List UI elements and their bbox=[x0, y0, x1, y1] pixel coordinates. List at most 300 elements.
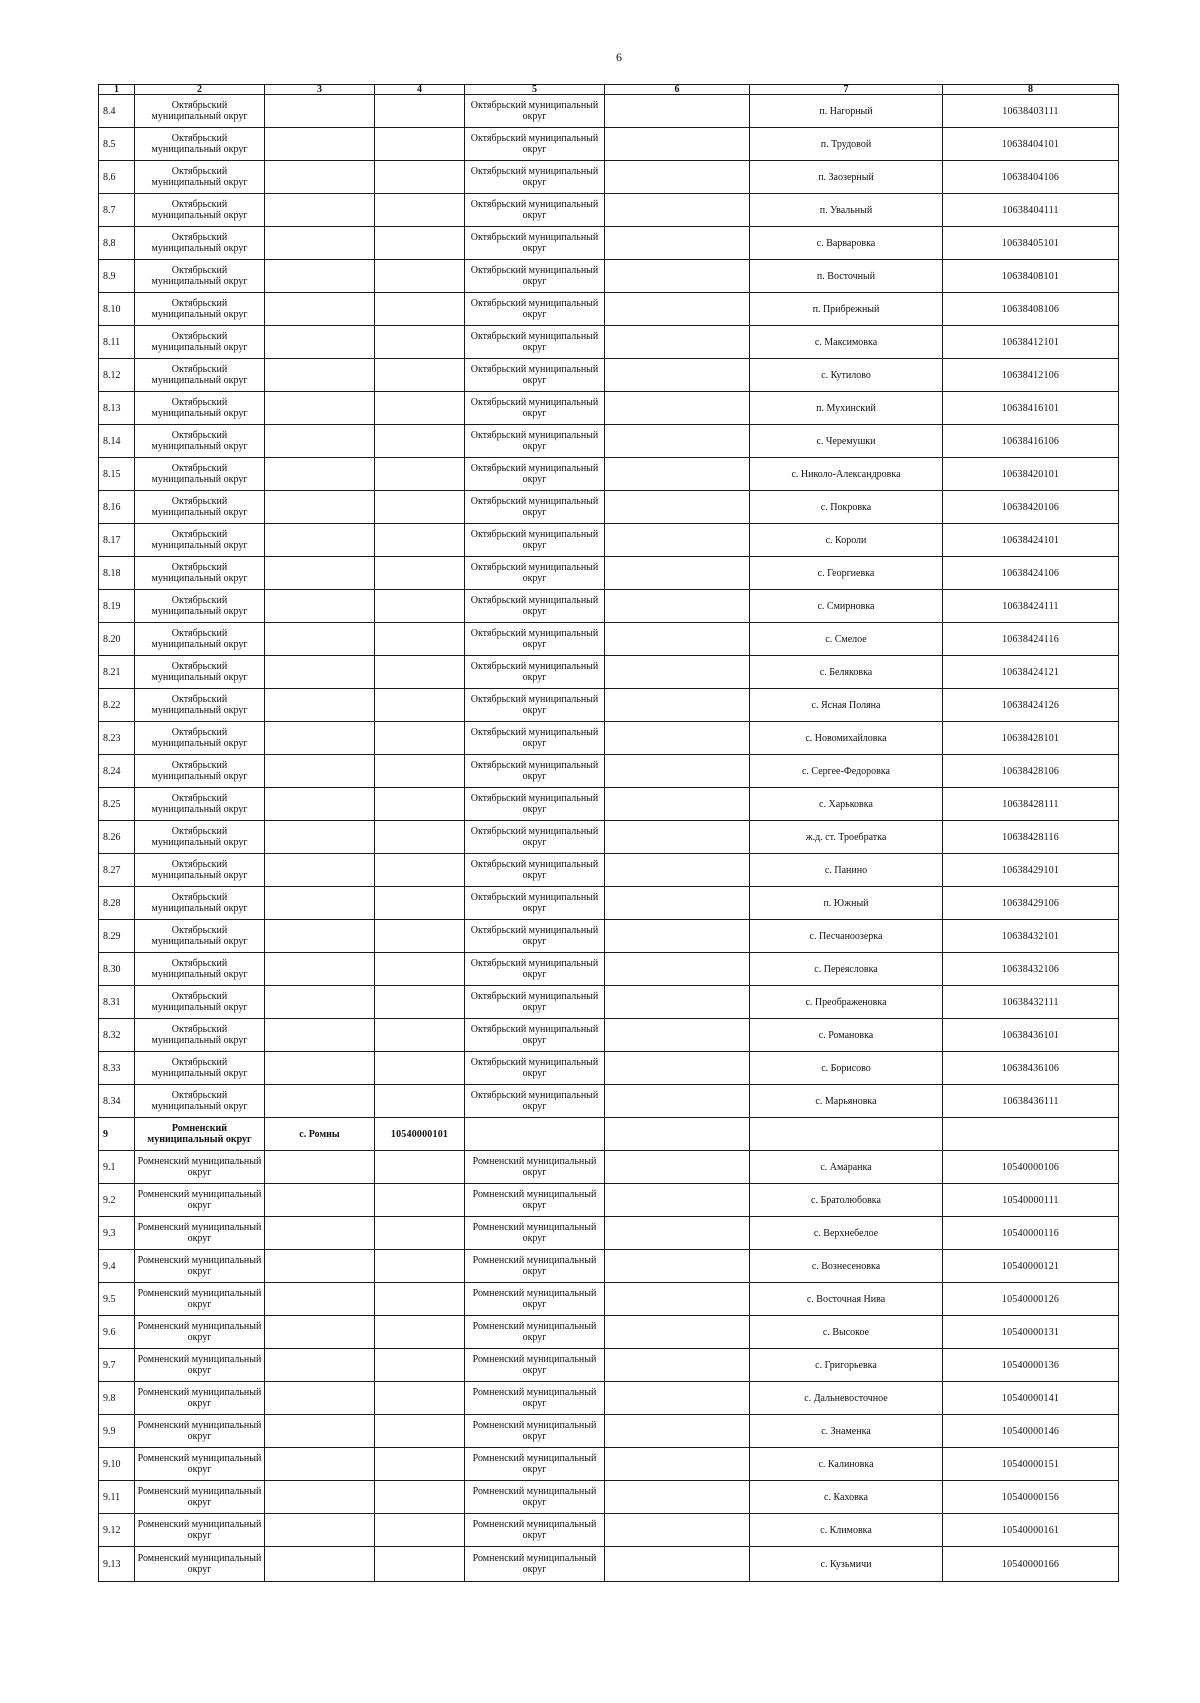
empty-cell bbox=[605, 1217, 750, 1250]
oktmo-code-cell: 10638412101 bbox=[943, 326, 1119, 359]
center-code-cell bbox=[375, 1217, 465, 1250]
admin-center-cell bbox=[265, 854, 375, 887]
district-cell: Ромненский муниципальный округ bbox=[465, 1184, 605, 1217]
center-code-cell bbox=[375, 161, 465, 194]
table-body bbox=[99, 95, 1119, 1582]
center-code-cell bbox=[375, 1481, 465, 1514]
table-row bbox=[99, 1085, 1119, 1118]
table-row bbox=[99, 194, 1119, 227]
district-cell: Октябрьский муниципальный округ bbox=[465, 1085, 605, 1118]
table-row bbox=[99, 953, 1119, 986]
settlement-cell: с. Николо-Александровка bbox=[750, 458, 943, 491]
municipality-cell: Октябрьский муниципальный округ bbox=[135, 1085, 265, 1118]
oktmo-code-cell: 10540000141 bbox=[943, 1382, 1119, 1415]
table-row bbox=[99, 458, 1119, 491]
oktmo-code-cell: 10638436106 bbox=[943, 1052, 1119, 1085]
municipality-cell: Октябрьский муниципальный округ bbox=[135, 689, 265, 722]
settlement-cell: с. Песчаноозерка bbox=[750, 920, 943, 953]
center-code-cell bbox=[375, 1415, 465, 1448]
oktmo-code-cell: 10638412106 bbox=[943, 359, 1119, 392]
column-header: 2 bbox=[135, 85, 265, 95]
center-code-cell bbox=[375, 392, 465, 425]
column-header: 5 bbox=[465, 85, 605, 95]
table-row bbox=[99, 1481, 1119, 1514]
admin-center-cell: с. Ромны bbox=[265, 1118, 375, 1151]
oktmo-code-cell: 10540000146 bbox=[943, 1415, 1119, 1448]
district-cell: Октябрьский муниципальный округ bbox=[465, 359, 605, 392]
settlement-cell: п. Трудовой bbox=[750, 128, 943, 161]
center-code-cell bbox=[375, 722, 465, 755]
empty-cell bbox=[605, 227, 750, 260]
table-header-row bbox=[99, 85, 1119, 95]
empty-cell bbox=[605, 95, 750, 128]
admin-center-cell bbox=[265, 1448, 375, 1481]
admin-center-cell bbox=[265, 887, 375, 920]
empty-cell bbox=[605, 293, 750, 326]
center-code-cell bbox=[375, 1283, 465, 1316]
admin-center-cell bbox=[265, 623, 375, 656]
municipality-cell: Октябрьский муниципальный округ bbox=[135, 359, 265, 392]
admin-center-cell bbox=[265, 1019, 375, 1052]
center-code-cell bbox=[375, 227, 465, 260]
row-number-cell: 8.12 bbox=[99, 359, 135, 392]
empty-cell bbox=[605, 458, 750, 491]
table-row bbox=[99, 854, 1119, 887]
center-code-cell bbox=[375, 1316, 465, 1349]
row-number-cell: 8.21 bbox=[99, 656, 135, 689]
district-cell: Октябрьский муниципальный округ bbox=[465, 194, 605, 227]
row-number-cell: 8.18 bbox=[99, 557, 135, 590]
center-code-cell bbox=[375, 1382, 465, 1415]
district-cell: Октябрьский муниципальный округ bbox=[465, 590, 605, 623]
oktmo-code-cell: 10638420106 bbox=[943, 491, 1119, 524]
district-cell: Ромненский муниципальный округ bbox=[465, 1151, 605, 1184]
table-row bbox=[99, 227, 1119, 260]
settlement-cell: с. Калиновка bbox=[750, 1448, 943, 1481]
table-row bbox=[99, 1349, 1119, 1382]
settlement-cell: с. Варваровка bbox=[750, 227, 943, 260]
center-code-cell bbox=[375, 788, 465, 821]
oktmo-code-cell: 10540000156 bbox=[943, 1481, 1119, 1514]
settlement-cell: с. Братолюбовка bbox=[750, 1184, 943, 1217]
row-number-cell: 8.13 bbox=[99, 392, 135, 425]
district-cell: Октябрьский муниципальный округ bbox=[465, 95, 605, 128]
table-row bbox=[99, 1415, 1119, 1448]
admin-center-cell bbox=[265, 920, 375, 953]
empty-cell bbox=[605, 359, 750, 392]
admin-center-cell bbox=[265, 1250, 375, 1283]
municipality-cell: Октябрьский муниципальный округ bbox=[135, 1052, 265, 1085]
empty-cell bbox=[605, 887, 750, 920]
oktmo-code-cell: 10540000166 bbox=[943, 1547, 1119, 1582]
admin-center-cell bbox=[265, 689, 375, 722]
empty-cell bbox=[605, 1052, 750, 1085]
row-number-cell: 8.10 bbox=[99, 293, 135, 326]
oktmo-code-cell: 10638429106 bbox=[943, 887, 1119, 920]
row-number-cell: 9.11 bbox=[99, 1481, 135, 1514]
admin-center-cell bbox=[265, 1547, 375, 1582]
district-cell: Октябрьский муниципальный округ bbox=[465, 260, 605, 293]
center-code-cell bbox=[375, 953, 465, 986]
row-number-cell: 8.7 bbox=[99, 194, 135, 227]
center-code-cell bbox=[375, 1250, 465, 1283]
district-cell: Октябрьский муниципальный округ bbox=[465, 788, 605, 821]
oktmo-code-cell: 10638416101 bbox=[943, 392, 1119, 425]
table-row bbox=[99, 1184, 1119, 1217]
municipality-cell: Октябрьский муниципальный округ bbox=[135, 194, 265, 227]
table-row bbox=[99, 887, 1119, 920]
municipality-cell: Ромненский муниципальный округ bbox=[135, 1184, 265, 1217]
empty-cell bbox=[605, 194, 750, 227]
row-number-cell: 8.8 bbox=[99, 227, 135, 260]
district-cell: Октябрьский муниципальный округ bbox=[465, 425, 605, 458]
row-number-cell: 8.32 bbox=[99, 1019, 135, 1052]
settlement-cell: с. Восточная Нива bbox=[750, 1283, 943, 1316]
municipality-cell: Октябрьский муниципальный округ bbox=[135, 524, 265, 557]
district-cell: Октябрьский муниципальный округ bbox=[465, 557, 605, 590]
oktmo-code-cell: 10540000161 bbox=[943, 1514, 1119, 1547]
row-number-cell: 8.6 bbox=[99, 161, 135, 194]
oktmo-code-cell: 10638403111 bbox=[943, 95, 1119, 128]
admin-center-cell bbox=[265, 1283, 375, 1316]
settlement-cell: с. Высокое bbox=[750, 1316, 943, 1349]
oktmo-code-cell: 10638432111 bbox=[943, 986, 1119, 1019]
table-row bbox=[99, 1316, 1119, 1349]
center-code-cell bbox=[375, 557, 465, 590]
row-number-cell: 9.9 bbox=[99, 1415, 135, 1448]
table-row bbox=[99, 260, 1119, 293]
center-code-cell bbox=[375, 1448, 465, 1481]
table-row bbox=[99, 722, 1119, 755]
column-header: 3 bbox=[265, 85, 375, 95]
admin-center-cell bbox=[265, 1382, 375, 1415]
settlement-cell: с. Харьковка bbox=[750, 788, 943, 821]
admin-center-cell bbox=[265, 557, 375, 590]
table-row bbox=[99, 425, 1119, 458]
settlement-cell: с. Покровка bbox=[750, 491, 943, 524]
column-header: 8 bbox=[943, 85, 1119, 95]
settlement-cell: с. Кузьмичи bbox=[750, 1547, 943, 1582]
center-code-cell bbox=[375, 524, 465, 557]
municipality-cell: Октябрьский муниципальный округ bbox=[135, 986, 265, 1019]
row-number-cell: 9.4 bbox=[99, 1250, 135, 1283]
district-cell: Октябрьский муниципальный округ bbox=[465, 722, 605, 755]
district-cell: Октябрьский муниципальный округ bbox=[465, 689, 605, 722]
oktmo-code-cell: 10638428106 bbox=[943, 755, 1119, 788]
center-code-cell bbox=[375, 590, 465, 623]
municipality-cell: Октябрьский муниципальный округ bbox=[135, 755, 265, 788]
municipality-cell: Октябрьский муниципальный округ bbox=[135, 821, 265, 854]
district-cell: Октябрьский муниципальный округ bbox=[465, 128, 605, 161]
empty-cell bbox=[605, 1019, 750, 1052]
municipality-cell: Ромненский муниципальный округ bbox=[135, 1316, 265, 1349]
admin-center-cell bbox=[265, 491, 375, 524]
district-cell bbox=[465, 1118, 605, 1151]
district-cell: Октябрьский муниципальный округ bbox=[465, 491, 605, 524]
page-number: 6 bbox=[616, 50, 622, 64]
district-cell: Ромненский муниципальный округ bbox=[465, 1316, 605, 1349]
empty-cell bbox=[605, 1349, 750, 1382]
column-header: 4 bbox=[375, 85, 465, 95]
admin-center-cell bbox=[265, 1184, 375, 1217]
oktmo-code-cell bbox=[943, 1118, 1119, 1151]
district-cell: Ромненский муниципальный округ bbox=[465, 1217, 605, 1250]
table-row bbox=[99, 920, 1119, 953]
admin-center-cell bbox=[265, 1151, 375, 1184]
admin-center-cell bbox=[265, 359, 375, 392]
empty-cell bbox=[605, 161, 750, 194]
settlements-table bbox=[98, 84, 1119, 1582]
settlement-cell: с. Знаменка bbox=[750, 1415, 943, 1448]
table-row bbox=[99, 1514, 1119, 1547]
table-row bbox=[99, 986, 1119, 1019]
oktmo-code-cell: 10638404106 bbox=[943, 161, 1119, 194]
row-number-cell: 9.5 bbox=[99, 1283, 135, 1316]
oktmo-code-cell: 10638428116 bbox=[943, 821, 1119, 854]
settlement-cell: с. Короли bbox=[750, 524, 943, 557]
settlement-cell: с. Максимовка bbox=[750, 326, 943, 359]
settlement-cell: с. Ясная Поляна bbox=[750, 689, 943, 722]
empty-cell bbox=[605, 953, 750, 986]
center-code-cell bbox=[375, 1184, 465, 1217]
empty-cell bbox=[605, 1316, 750, 1349]
oktmo-code-cell: 10638408101 bbox=[943, 260, 1119, 293]
admin-center-cell bbox=[265, 161, 375, 194]
row-number-cell: 8.17 bbox=[99, 524, 135, 557]
district-cell: Октябрьский муниципальный округ bbox=[465, 392, 605, 425]
row-number-cell: 9.1 bbox=[99, 1151, 135, 1184]
oktmo-code-cell: 10638405101 bbox=[943, 227, 1119, 260]
table-row bbox=[99, 755, 1119, 788]
column-header: 6 bbox=[605, 85, 750, 95]
settlement-cell: с. Сергее-Федоровка bbox=[750, 755, 943, 788]
row-number-cell: 8.28 bbox=[99, 887, 135, 920]
municipality-cell: Октябрьский муниципальный округ bbox=[135, 491, 265, 524]
row-number-cell: 8.30 bbox=[99, 953, 135, 986]
municipality-cell: Октябрьский муниципальный округ bbox=[135, 656, 265, 689]
oktmo-code-cell: 10638424106 bbox=[943, 557, 1119, 590]
oktmo-code-cell: 10638432106 bbox=[943, 953, 1119, 986]
settlement-cell: с. Панино bbox=[750, 854, 943, 887]
municipality-cell: Октябрьский муниципальный округ bbox=[135, 95, 265, 128]
settlement-cell: с. Кутилово bbox=[750, 359, 943, 392]
district-cell: Ромненский муниципальный округ bbox=[465, 1514, 605, 1547]
row-number-cell: 8.20 bbox=[99, 623, 135, 656]
table-row bbox=[99, 1382, 1119, 1415]
oktmo-code-cell: 10540000111 bbox=[943, 1184, 1119, 1217]
row-number-cell: 8.9 bbox=[99, 260, 135, 293]
row-number-cell: 8.14 bbox=[99, 425, 135, 458]
admin-center-cell bbox=[265, 293, 375, 326]
settlement-cell: п. Увальный bbox=[750, 194, 943, 227]
settlement-cell: с. Амаранка bbox=[750, 1151, 943, 1184]
settlement-cell: с. Борисово bbox=[750, 1052, 943, 1085]
admin-center-cell bbox=[265, 1217, 375, 1250]
municipality-cell: Октябрьский муниципальный округ bbox=[135, 458, 265, 491]
empty-cell bbox=[605, 1382, 750, 1415]
row-number-cell: 8.34 bbox=[99, 1085, 135, 1118]
empty-cell bbox=[605, 491, 750, 524]
empty-cell bbox=[605, 1283, 750, 1316]
table-row bbox=[99, 1052, 1119, 1085]
empty-cell bbox=[605, 128, 750, 161]
district-cell: Октябрьский муниципальный округ bbox=[465, 458, 605, 491]
municipality-cell: Октябрьский муниципальный округ bbox=[135, 260, 265, 293]
oktmo-code-cell: 10638428101 bbox=[943, 722, 1119, 755]
empty-cell bbox=[605, 1547, 750, 1582]
center-code-cell bbox=[375, 1349, 465, 1382]
empty-cell bbox=[605, 1415, 750, 1448]
oktmo-code-cell: 10638429101 bbox=[943, 854, 1119, 887]
empty-cell bbox=[605, 1085, 750, 1118]
table-row bbox=[99, 491, 1119, 524]
oktmo-code-cell: 10638424126 bbox=[943, 689, 1119, 722]
row-number-cell: 8.27 bbox=[99, 854, 135, 887]
admin-center-cell bbox=[265, 1085, 375, 1118]
empty-cell bbox=[605, 788, 750, 821]
district-cell: Октябрьский муниципальный округ bbox=[465, 524, 605, 557]
row-number-cell: 9.7 bbox=[99, 1349, 135, 1382]
settlement-cell: п. Заозерный bbox=[750, 161, 943, 194]
empty-cell bbox=[605, 656, 750, 689]
center-code-cell bbox=[375, 491, 465, 524]
oktmo-code-cell: 10638420101 bbox=[943, 458, 1119, 491]
district-cell: Октябрьский муниципальный округ bbox=[465, 1019, 605, 1052]
center-code-cell bbox=[375, 1151, 465, 1184]
empty-cell bbox=[605, 1151, 750, 1184]
row-number-cell: 8.16 bbox=[99, 491, 135, 524]
center-code-cell bbox=[375, 986, 465, 1019]
admin-center-cell bbox=[265, 953, 375, 986]
row-number-cell: 8.4 bbox=[99, 95, 135, 128]
oktmo-code-cell: 10638408106 bbox=[943, 293, 1119, 326]
center-code-cell bbox=[375, 95, 465, 128]
admin-center-cell bbox=[265, 524, 375, 557]
table-row bbox=[99, 1283, 1119, 1316]
empty-cell bbox=[605, 326, 750, 359]
empty-cell bbox=[605, 392, 750, 425]
empty-cell bbox=[605, 821, 750, 854]
column-header: 1 bbox=[99, 85, 135, 95]
table-row bbox=[99, 1547, 1119, 1582]
district-cell: Октябрьский муниципальный округ bbox=[465, 161, 605, 194]
settlement-cell: с. Дальневосточное bbox=[750, 1382, 943, 1415]
table-row bbox=[99, 524, 1119, 557]
admin-center-cell bbox=[265, 1415, 375, 1448]
municipality-cell: Октябрьский муниципальный округ bbox=[135, 953, 265, 986]
municipality-cell: Ромненский муниципальный округ bbox=[135, 1415, 265, 1448]
district-cell: Октябрьский муниципальный округ bbox=[465, 854, 605, 887]
municipality-cell: Ромненский муниципальный округ bbox=[135, 1217, 265, 1250]
empty-cell bbox=[605, 1448, 750, 1481]
center-code-cell bbox=[375, 656, 465, 689]
empty-cell bbox=[605, 854, 750, 887]
row-number-cell: 8.23 bbox=[99, 722, 135, 755]
row-number-cell: 9.12 bbox=[99, 1514, 135, 1547]
municipality-cell: Октябрьский муниципальный округ bbox=[135, 557, 265, 590]
municipality-cell: Октябрьский муниципальный округ bbox=[135, 788, 265, 821]
settlement-cell: с. Беляковка bbox=[750, 656, 943, 689]
empty-cell bbox=[605, 623, 750, 656]
row-number-cell: 8.15 bbox=[99, 458, 135, 491]
empty-cell bbox=[605, 920, 750, 953]
admin-center-cell bbox=[265, 755, 375, 788]
oktmo-code-cell: 10638404101 bbox=[943, 128, 1119, 161]
municipality-cell: Октябрьский муниципальный округ bbox=[135, 887, 265, 920]
admin-center-cell bbox=[265, 1316, 375, 1349]
admin-center-cell bbox=[265, 392, 375, 425]
district-cell: Октябрьский муниципальный округ bbox=[465, 293, 605, 326]
municipality-cell: Октябрьский муниципальный округ bbox=[135, 425, 265, 458]
oktmo-code-cell: 10638436111 bbox=[943, 1085, 1119, 1118]
table-row bbox=[99, 1118, 1119, 1151]
row-number-cell: 8.26 bbox=[99, 821, 135, 854]
municipality-cell: Октябрьский муниципальный округ bbox=[135, 227, 265, 260]
empty-cell bbox=[605, 1514, 750, 1547]
empty-cell bbox=[605, 1118, 750, 1151]
municipality-cell: Октябрьский муниципальный округ bbox=[135, 326, 265, 359]
district-cell: Октябрьский муниципальный округ bbox=[465, 821, 605, 854]
oktmo-code-cell: 10540000151 bbox=[943, 1448, 1119, 1481]
admin-center-cell bbox=[265, 128, 375, 161]
table-row bbox=[99, 623, 1119, 656]
district-cell: Октябрьский муниципальный округ bbox=[465, 887, 605, 920]
table-row bbox=[99, 821, 1119, 854]
empty-cell bbox=[605, 722, 750, 755]
municipality-cell: Ромненский муниципальный округ bbox=[135, 1118, 265, 1151]
center-code-cell: 10540000101 bbox=[375, 1118, 465, 1151]
table-row bbox=[99, 656, 1119, 689]
table-row bbox=[99, 557, 1119, 590]
district-cell: Октябрьский муниципальный округ bbox=[465, 920, 605, 953]
table-row bbox=[99, 1019, 1119, 1052]
center-code-cell bbox=[375, 854, 465, 887]
settlement-cell: с. Черемушки bbox=[750, 425, 943, 458]
row-number-cell: 9.3 bbox=[99, 1217, 135, 1250]
center-code-cell bbox=[375, 425, 465, 458]
admin-center-cell bbox=[265, 986, 375, 1019]
district-cell: Ромненский муниципальный округ bbox=[465, 1547, 605, 1582]
row-number-cell: 8.19 bbox=[99, 590, 135, 623]
district-cell: Ромненский муниципальный округ bbox=[465, 1481, 605, 1514]
center-code-cell bbox=[375, 1052, 465, 1085]
row-number-cell: 8.25 bbox=[99, 788, 135, 821]
admin-center-cell bbox=[265, 458, 375, 491]
row-number-cell: 8.22 bbox=[99, 689, 135, 722]
empty-cell bbox=[605, 590, 750, 623]
district-cell: Ромненский муниципальный округ bbox=[465, 1448, 605, 1481]
oktmo-code-cell: 10540000126 bbox=[943, 1283, 1119, 1316]
settlement-cell: с. Григорьевка bbox=[750, 1349, 943, 1382]
district-cell: Октябрьский муниципальный округ bbox=[465, 623, 605, 656]
admin-center-cell bbox=[265, 260, 375, 293]
admin-center-cell bbox=[265, 326, 375, 359]
table-row bbox=[99, 1217, 1119, 1250]
settlement-cell: с. Переясловка bbox=[750, 953, 943, 986]
municipality-cell: Ромненский муниципальный округ bbox=[135, 1250, 265, 1283]
oktmo-code-cell: 10638424111 bbox=[943, 590, 1119, 623]
municipality-cell: Октябрьский муниципальный округ bbox=[135, 161, 265, 194]
admin-center-cell bbox=[265, 1052, 375, 1085]
settlement-cell: с. Вознесеновка bbox=[750, 1250, 943, 1283]
empty-cell bbox=[605, 557, 750, 590]
municipality-cell: Ромненский муниципальный округ bbox=[135, 1349, 265, 1382]
admin-center-cell bbox=[265, 425, 375, 458]
settlement-cell: с. Верхнебелое bbox=[750, 1217, 943, 1250]
row-number-cell: 9 bbox=[99, 1118, 135, 1151]
municipality-cell: Октябрьский муниципальный округ bbox=[135, 392, 265, 425]
settlement-cell: п. Нагорный bbox=[750, 95, 943, 128]
